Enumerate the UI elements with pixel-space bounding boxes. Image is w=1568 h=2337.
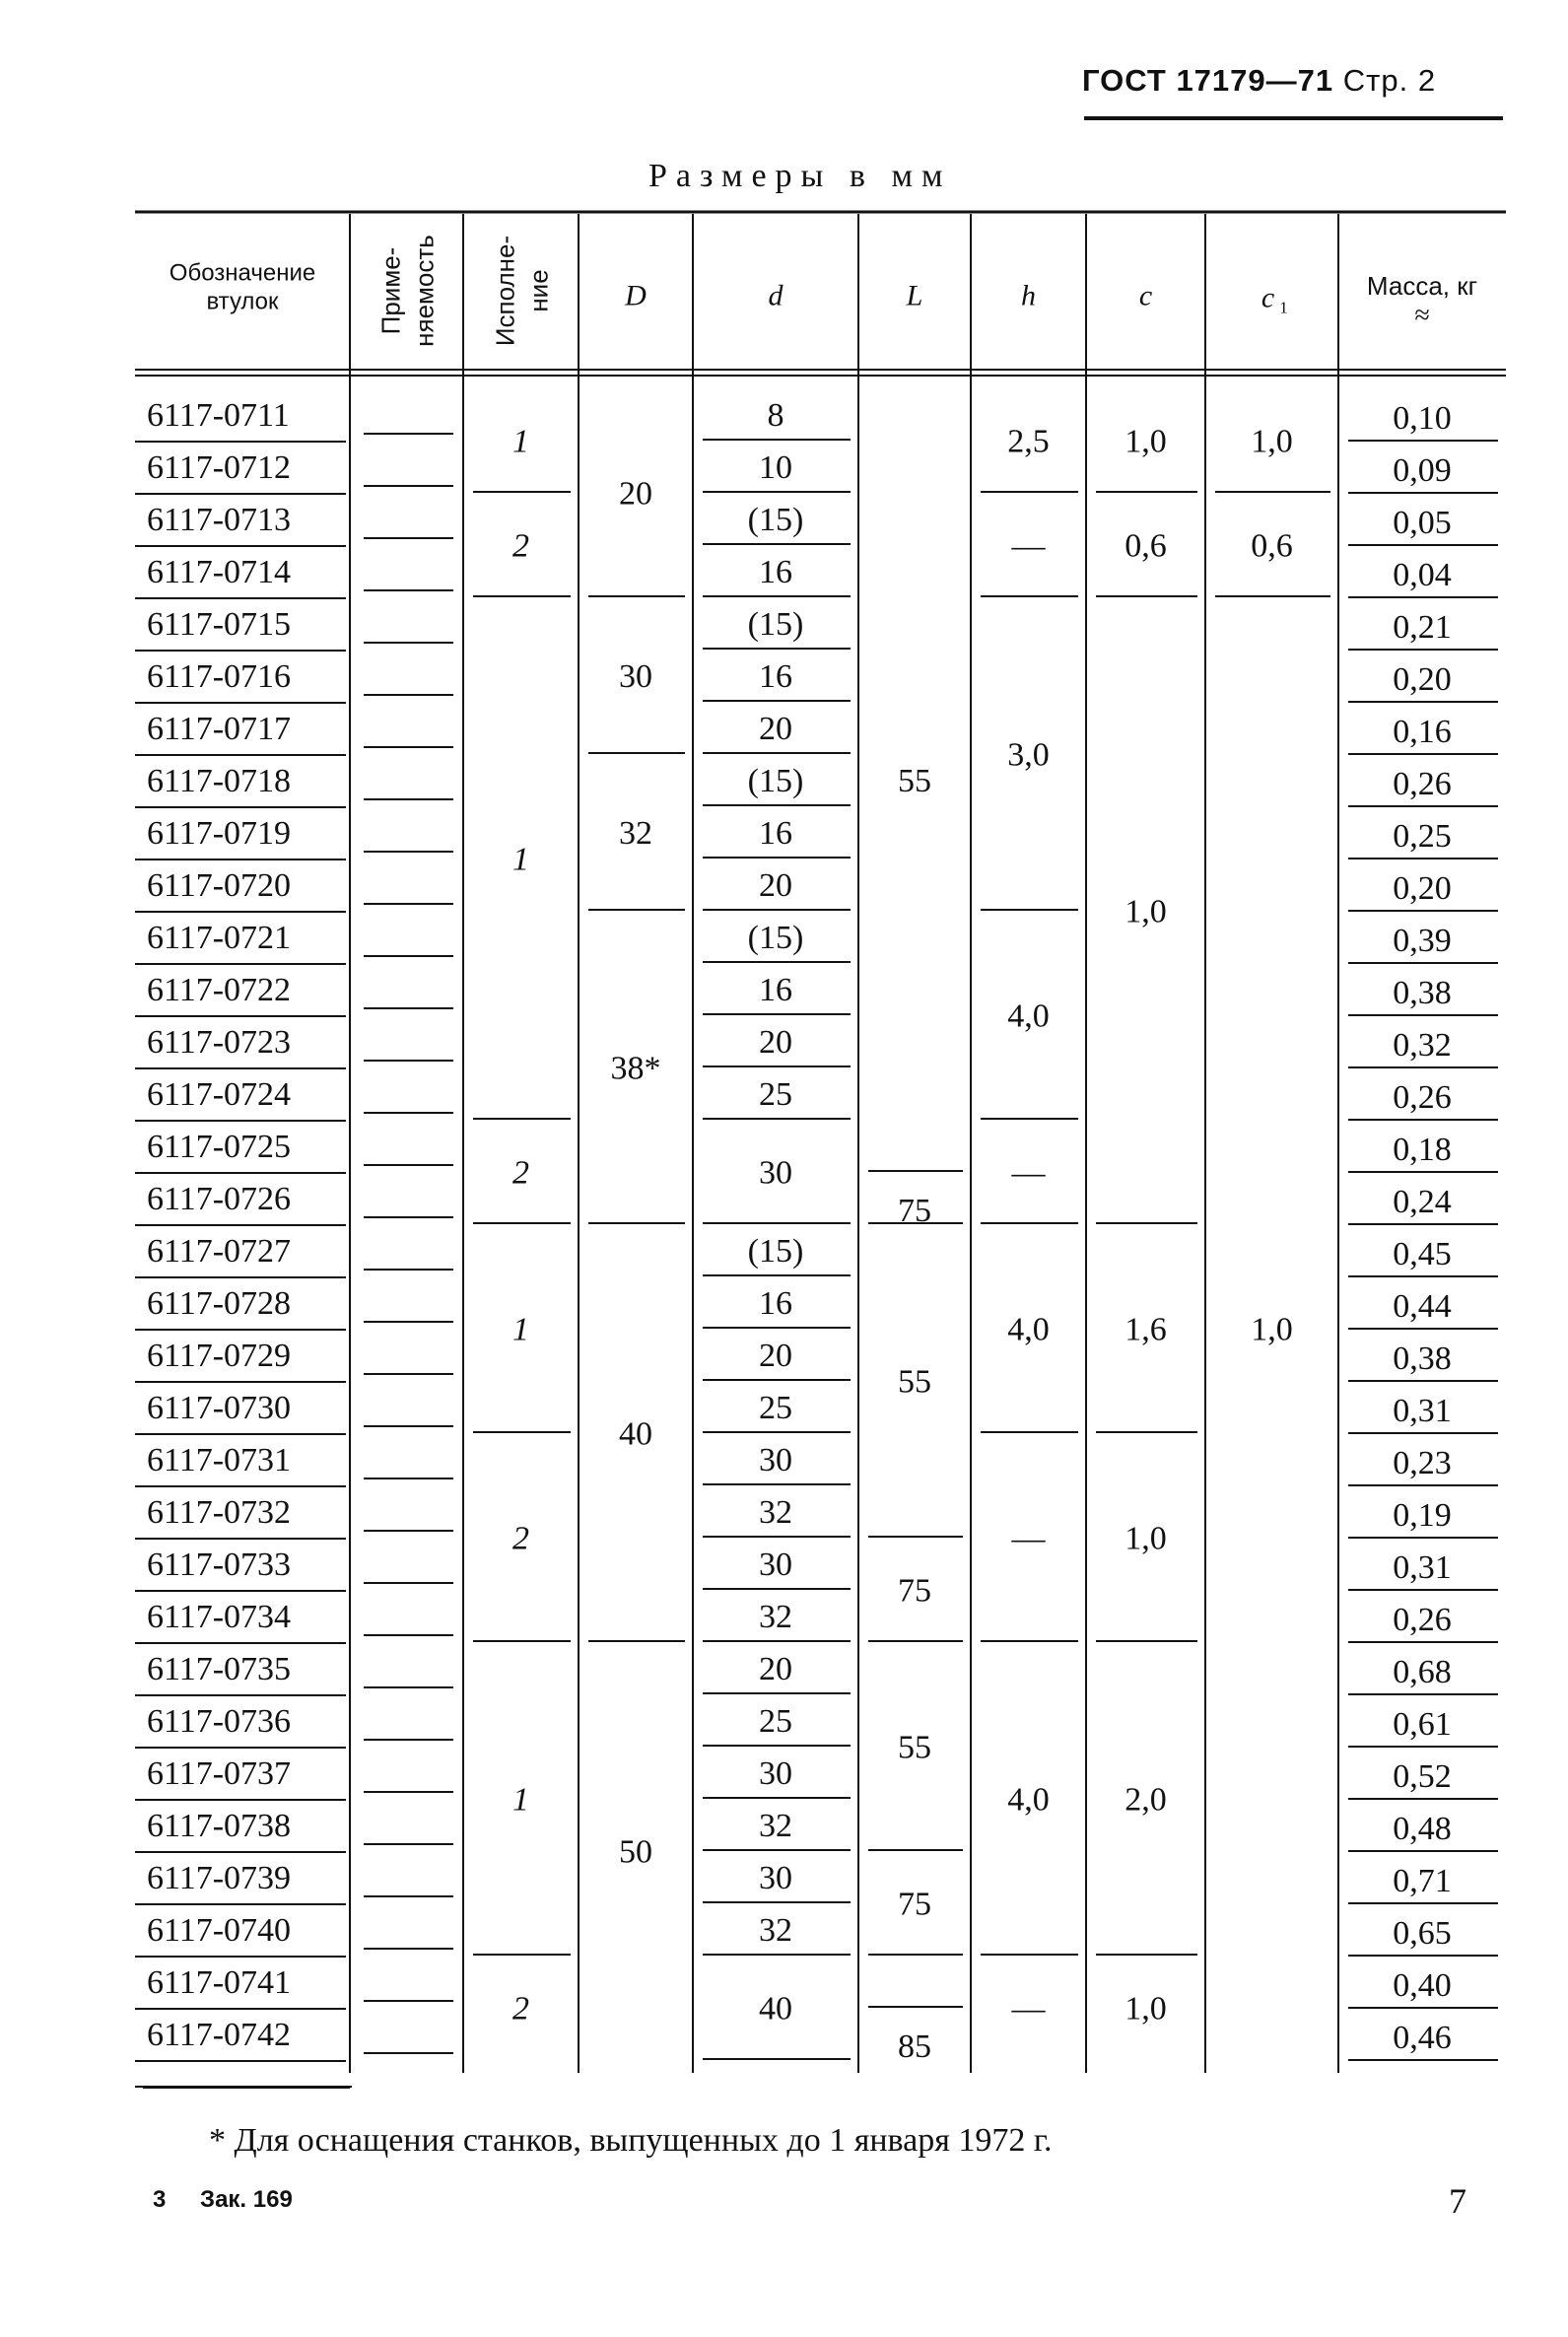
D-cell: 50 (619, 1833, 652, 1871)
mass-cell: 0,26 (1393, 1079, 1452, 1116)
designation-cell: 6117-0737 (147, 1755, 292, 1792)
version-cell: 1 (512, 841, 529, 878)
mass-cell: 0,04 (1393, 557, 1452, 593)
header-applicability: няемость (409, 235, 440, 347)
designation-cell: 6117-0721 (147, 920, 292, 956)
d-cell: 20 (759, 711, 792, 747)
header-L: L (906, 279, 923, 312)
mass-cell: 0,31 (1393, 1549, 1452, 1586)
D-cell: 20 (619, 475, 652, 513)
designation-cell: 6117-0714 (147, 554, 292, 590)
mass-cell: 0,18 (1393, 1132, 1452, 1168)
mass-cell: 0,32 (1393, 1027, 1452, 1064)
designation-cell: 6117-0734 (147, 1599, 292, 1635)
header-c1-subscript: 1 (1279, 298, 1288, 317)
designation-cell: 6117-0727 (147, 1233, 292, 1270)
d-cell: 30 (759, 1860, 792, 1896)
designation-cell: 6117-0739 (147, 1860, 292, 1896)
c-cell: 1,0 (1125, 1520, 1167, 1557)
d-cell: 25 (759, 1703, 792, 1740)
d-cell: 40 (759, 1990, 792, 2028)
designation-cell: 6117-0719 (147, 815, 292, 852)
footnote: * Для оснащения станков, выпущенных до 1 января 1972 г. (209, 2122, 1053, 2159)
d-cell: 16 (759, 815, 792, 852)
mass-cell: 0,68 (1393, 1654, 1452, 1690)
mass-cell: 0,10 (1393, 400, 1452, 437)
version-cell: 2 (512, 1520, 529, 1557)
h-cell: — (1011, 1520, 1046, 1557)
header-designation: втулок (206, 288, 279, 315)
mass-cell: 0,65 (1393, 1915, 1452, 1952)
L-cell: 85 (898, 2028, 931, 2065)
c-cell: 2,0 (1125, 1781, 1167, 1819)
version-cell: 1 (512, 1781, 529, 1819)
d-cell: 32 (759, 1808, 792, 1844)
mass-cell: 0,23 (1393, 1445, 1452, 1481)
mass-cell: 0,26 (1393, 766, 1452, 802)
c-cell: 1,0 (1125, 893, 1167, 930)
mass-cell: 0,38 (1393, 1340, 1452, 1377)
d-cell: 20 (759, 867, 792, 904)
header-designation: Обозначение (169, 259, 316, 287)
d-cell: (15) (747, 1233, 804, 1270)
units-caption: Размеры в мм (648, 158, 952, 194)
d-cell: 8 (767, 397, 784, 434)
designation-cell: 6117-0717 (147, 711, 292, 747)
mass-cell: 0,09 (1393, 452, 1452, 489)
d-cell: 16 (759, 658, 792, 695)
version-cell: 1 (512, 1311, 529, 1348)
c1-cell: 0,6 (1251, 527, 1293, 565)
mass-cell: 0,05 (1393, 505, 1452, 541)
mass-cell: 0,38 (1393, 975, 1452, 1011)
d-cell: 20 (759, 1338, 792, 1374)
d-cell: 20 (759, 1651, 792, 1687)
mass-cell: 0,20 (1393, 661, 1452, 698)
d-cell: 20 (759, 1024, 792, 1061)
d-cell: 30 (759, 1442, 792, 1478)
d-cell: 32 (759, 1599, 792, 1635)
D-cell: 32 (619, 815, 652, 852)
mass-cell: 0,19 (1393, 1497, 1452, 1534)
designation-cell: 6117-0712 (147, 449, 292, 486)
mass-cell: 0,45 (1393, 1236, 1452, 1272)
designation-cell: 6117-0732 (147, 1494, 292, 1531)
designation-cell: 6117-0720 (147, 867, 292, 904)
designation-cell: 6117-0736 (147, 1703, 292, 1740)
designation-cell: 6117-0716 (147, 658, 292, 695)
d-cell: 10 (759, 449, 792, 486)
version-cell: 1 (512, 423, 529, 460)
designation-cell: 6117-0723 (147, 1024, 292, 1061)
d-cell: (15) (747, 920, 804, 956)
L-cell: 55 (898, 763, 931, 799)
designation-cell: 6117-0738 (147, 1808, 292, 1844)
header-mass: Масса, кг (1366, 271, 1478, 301)
c1-cell: 1,0 (1251, 423, 1293, 460)
designation-cell: 6117-0722 (147, 972, 292, 1008)
h-cell: 4,0 (1007, 997, 1050, 1035)
designation-cell: 6117-0735 (147, 1651, 292, 1687)
version-cell: 2 (512, 1154, 529, 1192)
L-cell: 55 (898, 1363, 931, 1401)
h-cell: — (1011, 1154, 1046, 1192)
c-cell: 0,6 (1125, 527, 1167, 565)
designation-cell: 6117-0728 (147, 1285, 292, 1322)
header-mass-approx: ≈ (1414, 300, 1430, 331)
designation-cell: 6117-0729 (147, 1338, 292, 1374)
L-cell: 75 (898, 1572, 931, 1610)
h-cell: — (1011, 1990, 1046, 2028)
h-cell: 3,0 (1007, 736, 1050, 774)
designation-cell: 6117-0730 (147, 1390, 292, 1426)
d-cell: (15) (747, 763, 804, 799)
mass-cell: 0,61 (1393, 1706, 1452, 1743)
c-cell: 1,6 (1125, 1311, 1167, 1348)
header-h: h (1021, 279, 1036, 312)
footnote-rule (143, 2087, 350, 2089)
header-c: c (1138, 279, 1153, 312)
d-cell: 25 (759, 1076, 792, 1113)
d-cell: (15) (747, 606, 804, 643)
designation-cell: 6117-0715 (147, 606, 292, 643)
mass-cell: 0,52 (1393, 1758, 1452, 1795)
d-cell: 25 (759, 1390, 792, 1426)
mass-cell: 0,16 (1393, 714, 1452, 750)
D-cell: 38* (610, 1050, 661, 1087)
D-cell: 40 (619, 1415, 652, 1453)
designation-cell: 6117-0724 (147, 1076, 292, 1113)
designation-cell: 6117-0742 (147, 2017, 292, 2053)
D-cell: 30 (619, 658, 652, 695)
mass-cell: 0,26 (1393, 1602, 1452, 1638)
d-cell: 16 (759, 1285, 792, 1322)
d-cell: 30 (759, 1547, 792, 1583)
d-cell: 30 (759, 1154, 792, 1192)
order-number: Зак. 169 (200, 2186, 293, 2213)
h-cell: — (1011, 527, 1046, 565)
d-cell: 30 (759, 1755, 792, 1792)
page-number: 7 (1449, 2181, 1466, 2221)
mass-cell: 0,25 (1393, 818, 1452, 855)
mass-cell: 0,71 (1393, 1863, 1452, 1899)
designation-cell: 6117-0711 (147, 397, 290, 434)
mass-cell: 0,31 (1393, 1393, 1452, 1429)
designation-cell: 6117-0726 (147, 1181, 292, 1217)
d-cell: 32 (759, 1912, 792, 1949)
version-cell: 2 (512, 527, 529, 565)
h-cell: 2,5 (1007, 423, 1050, 460)
mass-cell: 0,20 (1393, 870, 1452, 907)
header-applicability: Приме- (375, 246, 406, 335)
standard-number: ГОСТ 17179—71 (1082, 63, 1334, 98)
mass-cell: 0,40 (1393, 1967, 1452, 2004)
d-cell: 32 (759, 1494, 792, 1531)
designation-cell: 6117-0733 (147, 1547, 292, 1583)
c-cell: 1,0 (1125, 423, 1167, 460)
mass-cell: 0,44 (1393, 1288, 1452, 1325)
L-cell: 55 (898, 1729, 931, 1766)
version-cell: 2 (512, 1990, 529, 2028)
header-version: Исполне- (490, 235, 520, 347)
header-c1: c (1261, 281, 1275, 314)
d-cell: (15) (747, 502, 804, 538)
c-cell: 1,0 (1125, 1990, 1167, 2028)
L-cell: 75 (898, 1886, 931, 1923)
mass-cell: 0,39 (1393, 923, 1452, 959)
header-version: ние (523, 269, 554, 312)
mass-cell: 0,46 (1393, 2020, 1452, 2056)
h-cell: 4,0 (1007, 1781, 1050, 1819)
designation-cell: 6117-0725 (147, 1129, 292, 1165)
sheet-number: 3 (153, 2186, 167, 2213)
c1-cell: 1,0 (1251, 1311, 1293, 1348)
designation-cell: 6117-0741 (147, 1964, 292, 2001)
d-cell: 16 (759, 554, 792, 590)
page-label: Стр. 2 (1342, 63, 1437, 98)
designation-cell: 6117-0740 (147, 1912, 292, 1949)
header-D: D (625, 279, 647, 312)
h-cell: 4,0 (1007, 1311, 1050, 1348)
mass-cell: 0,24 (1393, 1184, 1452, 1220)
mass-cell: 0,21 (1393, 609, 1452, 646)
d-cell: 16 (759, 972, 792, 1008)
designation-cell: 6117-0713 (147, 502, 292, 538)
designation-cell: 6117-0718 (147, 763, 292, 799)
mass-cell: 0,48 (1393, 1811, 1452, 1847)
header-d: d (768, 279, 784, 312)
designation-cell: 6117-0731 (147, 1442, 292, 1478)
printer-mark (153, 2186, 293, 2214)
L-cell: 75 (898, 1193, 931, 1229)
